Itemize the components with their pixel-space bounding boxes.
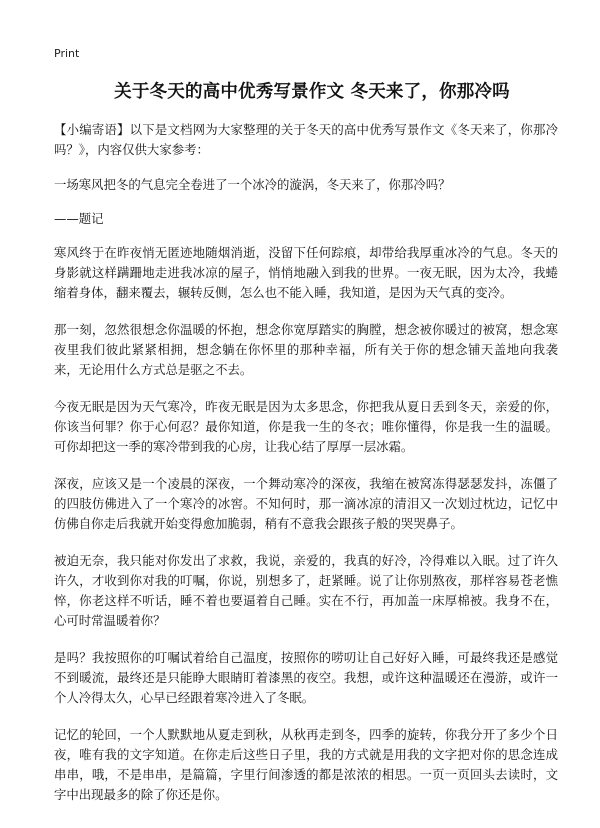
article-paragraph: 记忆的轮回，一个人默默地从夏走到秋，从秋再走到冬，四季的旋转，你我分开了多少个日夜，唯有我的文字知道。在你走后这些日子里，我的方式就是用我的文字把对你的思念连成串串，哦，不是串串，是篇篇，字里行间渗透的都是浓浓的相思。一页一页回头去读时，文字中出现最多的除了你还是你。 (54, 727, 558, 802)
page-title: 关于冬天的高中优秀写景作文 冬天来了，你那冷吗 (114, 82, 510, 102)
epigraph-label: ——题记 (54, 211, 104, 226)
print-link[interactable]: Print (54, 47, 80, 60)
article-paragraph: 一场寒风把冬的气息完全卷进了一个冰冷的漩涡，冬天来了，你那冷吗？ (54, 177, 451, 192)
article-paragraph: 那一刻，忽然很想念你温暖的怀抱，想念你宽厚踏实的胸膛，想念被你暖过的被窝，想念寒夜里我们彼此紧紧相拥，想念躺在你怀里的那种幸福，所有关于你的想念铺天盖地向我袭来，无论用什么方式总是驱之不去。 (54, 322, 558, 377)
article-paragraph: 寒风终于在昨夜悄无匿迹地随烟消逝，没留下任何踪痕，却带给我厚重冰冷的气息。冬天的身影就这样蹒跚地走进我冰凉的屋子，悄悄地融入到我的世界。一夜无眠，因为太冷，我蜷缩着身体，翻来覆去，辗转反侧，怎么也不能入睡，我知道，是因为天气真的变冷。 (54, 245, 558, 300)
editor-note: 【小编寄语】以下是文档网为大家整理的关于冬天的高中优秀写景作文《冬天来了，你那冷吗？》，内容仅供大家参考： (54, 122, 558, 157)
article-paragraph: 是吗？我按照你的叮嘱试着给自己温度，按照你的唠叨让自己好好入睡，可最终我还是感觉不到暖流，最终还是只能睁大眼睛盯着漆黑的夜空。我想，或许这种温暖还在漫游，或许一个人冷得太久，心早已经跟着寒冷进入了冬眠。 (54, 650, 558, 705)
article-body (54, 120, 558, 822)
article-paragraph: 今夜无眠是因为天气寒冷，昨夜无眠是因为太多思念，你把我从夏日丢到冬天，亲爱的你，你该当何罪？你于心何忍？最你知道，你是我一生的冬衣；唯你懂得，你是我一生的温暖。可你却把这一季的寒冷带到我的心房，让我心结了厚厚一层冰霜。 (54, 399, 558, 454)
article-paragraph: 被迫无奈，我只能对你发出了求救，我说，亲爱的，我真的好冷，冷得难以入眠。过了许久许久，才收到你对我的叮嘱，你说，别想多了，赶紧睡。说了让你别熬夜，那样容易苍老憔悴，你老这样不听话，睡不着也要逼着自己睡。实在不行，再加盖一床厚棉被。我身不在，心可时常温暖着你？ (54, 553, 558, 628)
article-paragraph: 深夜，应该又是一个凌晨的深夜，一个舞动寒冷的深夜，我缩在被窝冻得瑟瑟发抖，冻僵了的四肢仿佛进入了一个寒冷的冰窖。不知何时，那一滴冰凉的清泪又一次划过枕边，记忆中仿佛自你走后我就开始变得愈加脆弱，稍有不意我会跟孩子般的哭哭鼻子。 (54, 476, 558, 531)
